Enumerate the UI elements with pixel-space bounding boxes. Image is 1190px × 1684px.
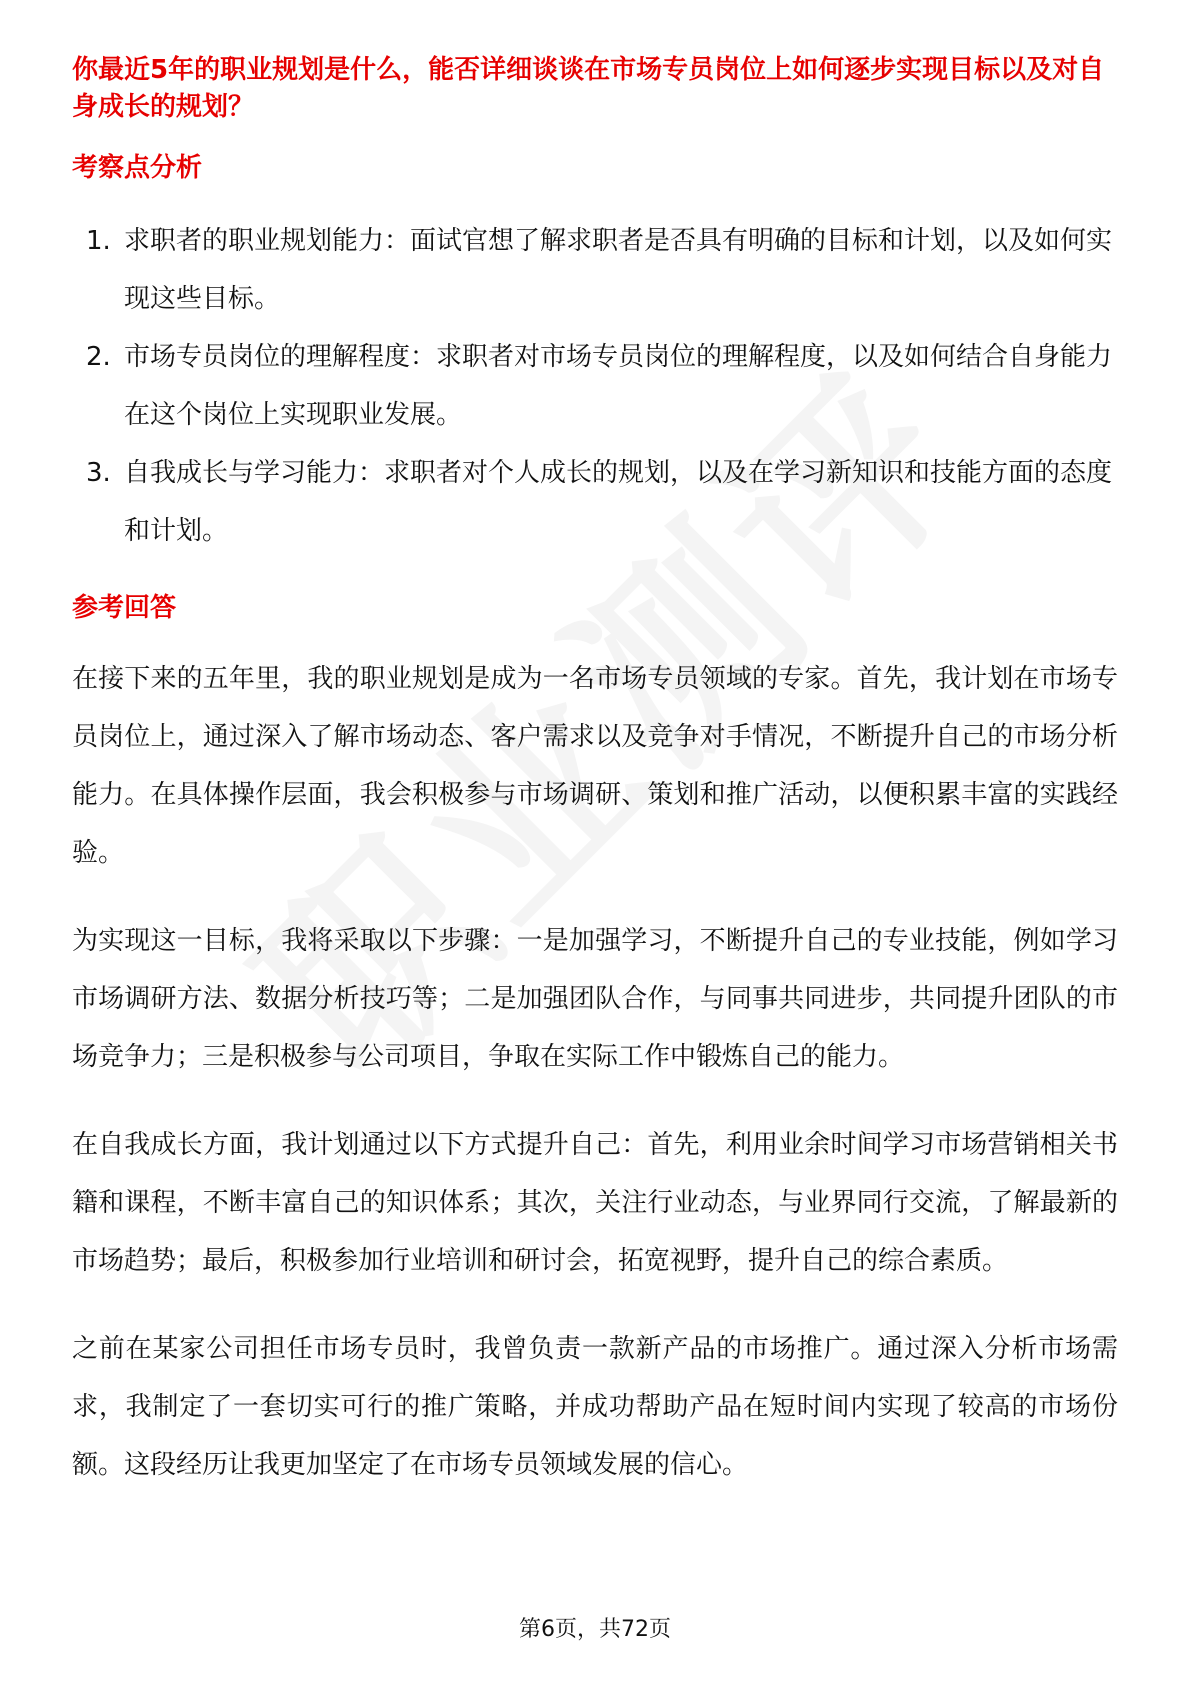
analysis-point	[72, 444, 1118, 560]
answer-paragraph: 在自我成长方面，我计划通过以下方式提升自己：首先，利用业余时间学习市场营销相关书籍和课程，不断丰富自己的知识体系；其次，关注行业动态，与业界同行交流，了解最新的市场趋势；最后，积极参加行业培训和研讨会，拓宽视野，提升自己的综合素质。	[72, 1130, 1118, 1276]
analysis-point-text: 求职者的职业规划能力：面试官想了解求职者是否具有明确的目标和计划，以及如何实现这些目标。	[124, 226, 1113, 314]
answer-paragraph: 在接下来的五年里，我的职业规划是成为一名市场专员领域的专家。首先，我计划在市场专员岗位上，通过深入了解市场动态、客户需求以及竞争对手情况，不断提升自己的市场分析能力。在具体操作层面，我会积极参与市场调研、策划和推广活动，以便积累丰富的实践经验。	[72, 664, 1118, 868]
list-number: 2.	[86, 342, 111, 372]
page-number-footer: 第6页，共72页	[519, 1617, 671, 1642]
answer-paragraph: 为实现这一目标，我将采取以下步骤：一是加强学习，不断提升自己的专业技能，例如学习市场调研方法、数据分析技巧等；二是加强团队合作，与同事共同进步，共同提升团队的市场竞争力；三是积极参与公司项目，争取在实际工作中锻炼自己的能力。	[72, 926, 1118, 1072]
list-number: 1.	[86, 226, 111, 256]
answer-paragraph: 之前在某家公司担任市场专员时，我曾负责一款新产品的市场推广。通过深入分析市场需求，我制定了一套切实可行的推广策略，并成功帮助产品在短时间内实现了较高的市场份额。这段经历让我更加坚定了在市场专员领域发展的信心。	[72, 1334, 1118, 1480]
analysis-point-text: 市场专员岗位的理解程度：求职者对市场专员岗位的理解程度，以及如何结合自身能力在这个岗位上实现职业发展。	[124, 342, 1113, 430]
answer-heading: 参考回答	[72, 593, 177, 623]
analysis-point	[72, 212, 1118, 328]
analysis-heading: 考察点分析	[72, 153, 203, 183]
question-title: 你最近5年的职业规划是什么，能否详细谈谈在市场专员岗位上如何逐步实现目标以及对自身成长的规划？	[72, 55, 1105, 122]
analysis-point	[72, 328, 1118, 444]
analysis-list	[72, 212, 1118, 560]
analysis-point-text: 自我成长与学习能力：求职者对个人成长的规划，以及在学习新知识和技能方面的态度和计划。	[124, 458, 1113, 546]
list-number: 3.	[86, 458, 111, 488]
page-content	[72, 52, 1118, 1494]
